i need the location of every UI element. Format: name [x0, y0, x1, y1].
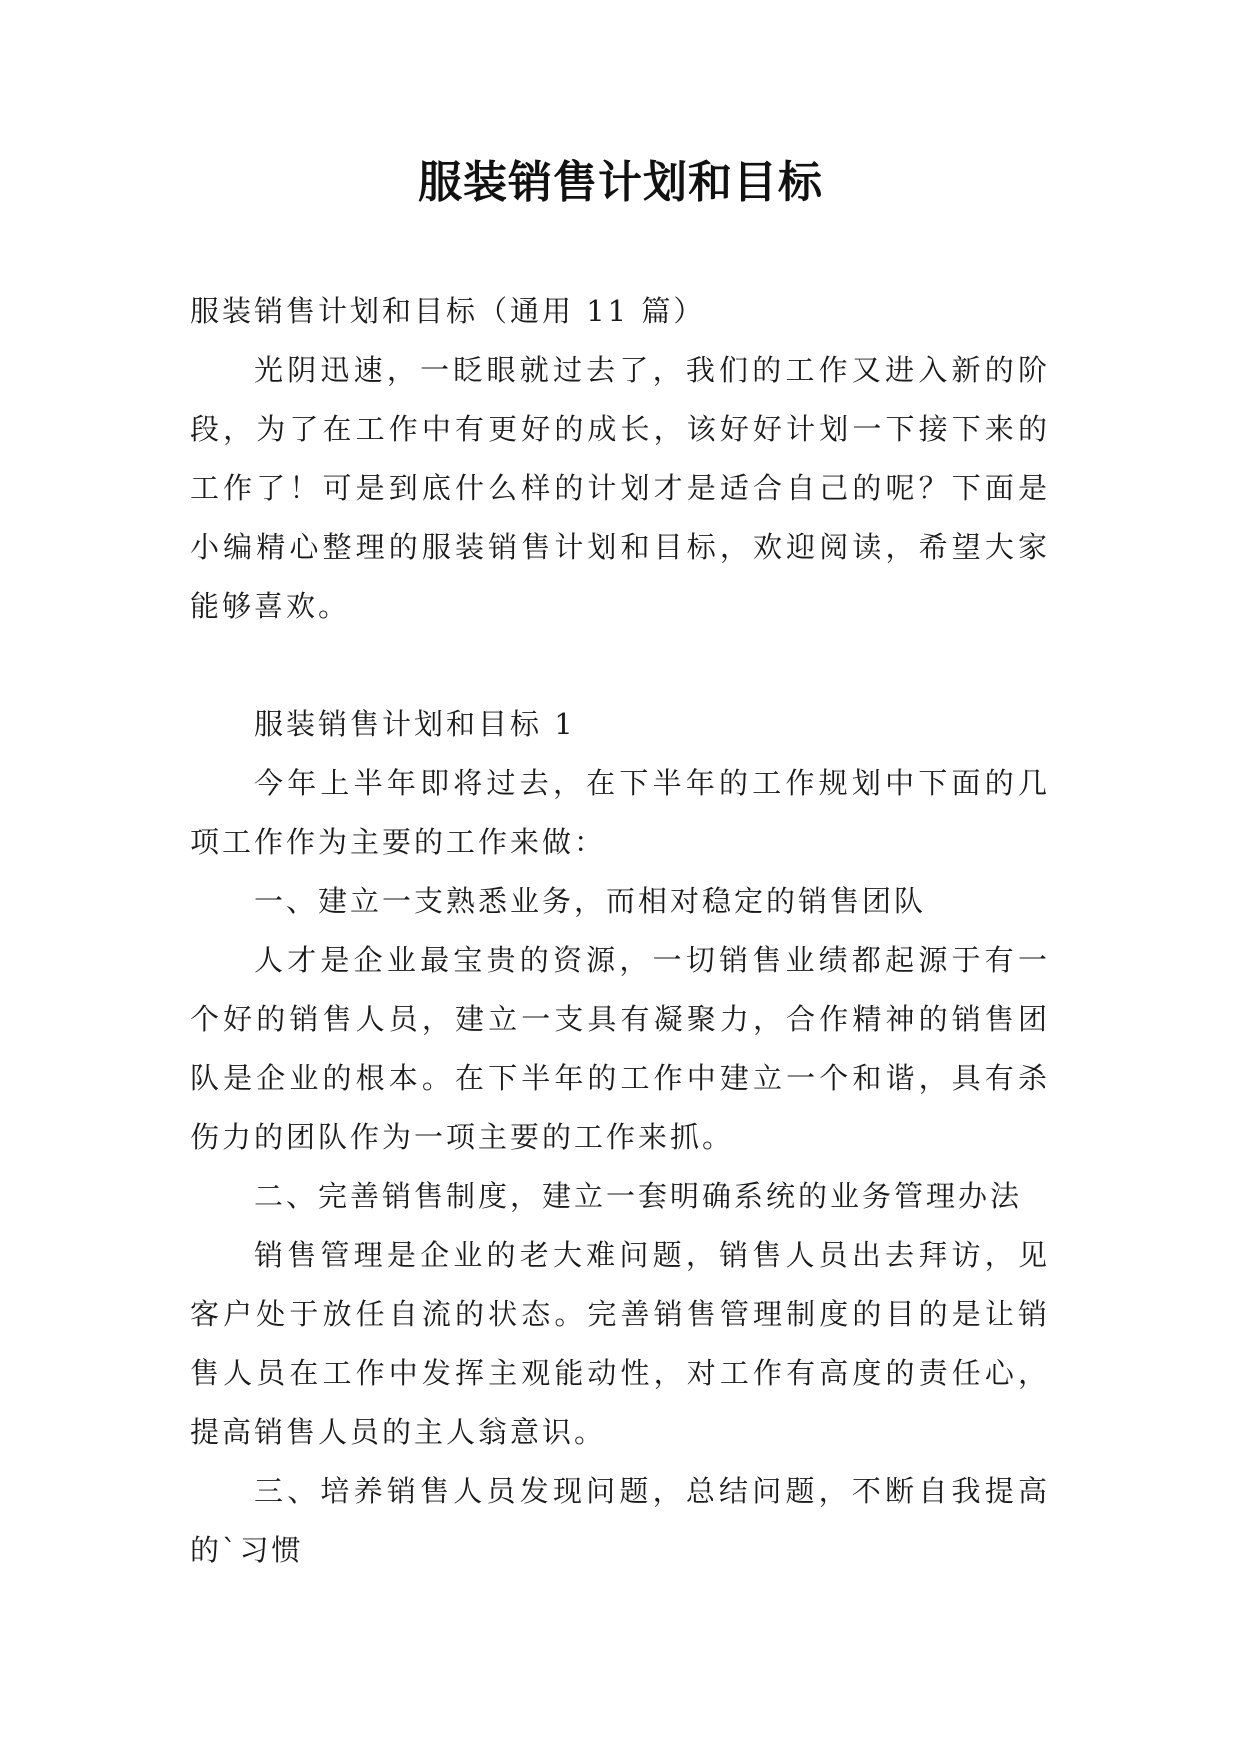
subtitle-paragraph: 服装销售计划和目标（通用 11 篇） [190, 294, 706, 328]
document-title: 服装销售计划和目标 [418, 157, 823, 208]
body-paragraph: 今年上半年即将过去，在下半年的工作规划中下面的几项工作作为主要的工作来做： [190, 766, 1050, 859]
document-body [190, 282, 1050, 1580]
point-heading: 三、培养销售人员发现问题，总结问题，不断自我提高的`习惯 [190, 1474, 1050, 1567]
body-paragraph: 销售管理是企业的老大难问题，销售人员出去拜访，见客户处于放任自流的状态。完善销售管理制度的目的是让销售人员在工作中发挥主观能动性，对工作有高度的责任心，提高销售人员的主人翁意识。 [190, 1238, 1050, 1449]
section-heading: 服装销售计划和目标 1 [254, 707, 576, 741]
point-heading: 一、建立一支熟悉业务，而相对稳定的销售团队 [254, 884, 927, 918]
body-paragraph: 人才是企业最宝贵的资源，一切销售业绩都起源于有一个好的销售人员，建立一支具有凝聚力，合作精神的销售团队是企业的根本。在下半年的工作中建立一个和谐，具有杀伤力的团队作为一项主要的工作来抓。 [190, 943, 1050, 1154]
intro-paragraph: 光阴迅速，一眨眼就过去了，我们的工作又进入新的阶段，为了在工作中有更好的成长，该好好计划一下接下来的工作了！可是到底什么样的计划才是适合自己的呢？下面是小编精心整理的服装销售计划和目标，欢迎阅读，希望大家能够喜欢。 [190, 353, 1050, 623]
point-heading: 二、完善销售制度，建立一套明确系统的业务管理办法 [254, 1179, 1023, 1213]
